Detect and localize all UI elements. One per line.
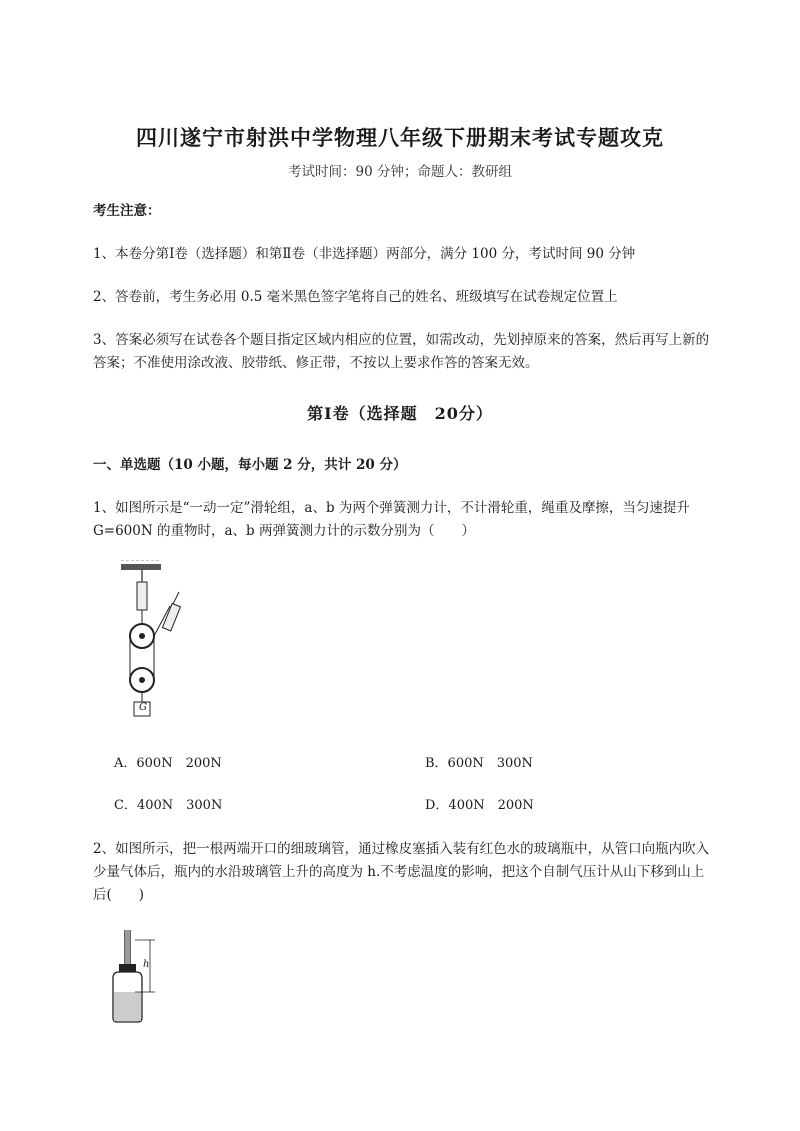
question-1-stem: 1、如图所示是“一动一定”滑轮组，a、b 为两个弹簧测力计，不计滑轮重，绳重及摩擦，当匀速提升 G=600N 的重物时，a、b 两弹簧测力计的示数分别为（ ） xyxy=(93,500,690,539)
q1-option-c[interactable]: C．400N 300N xyxy=(114,798,223,813)
figure-1-weight-label: G xyxy=(139,702,147,713)
notice-item-1: 1、本卷分第Ⅰ卷（选择题）和第Ⅱ卷（非选择题）两部分，满分 100 分，考试时间 90 分钟 xyxy=(93,246,636,262)
part-heading: 一、单选题（10 小题，每小题 2 分，共计 20 分） xyxy=(93,457,407,473)
q1-option-a[interactable]: A．600N 200N xyxy=(114,756,222,771)
notice-item-2: 2、答卷前，考生务必用 0.5 毫米黑色签字笔将自己的姓名、班级填写在试卷规定位置上 xyxy=(93,289,618,305)
exam-info: 考试时间：90 分钟；命题人：教研组 xyxy=(288,164,512,180)
q1-option-d[interactable]: D．400N 200N xyxy=(425,798,534,813)
notice-heading: 考生注意： xyxy=(93,203,161,219)
figure-2-height-label: h xyxy=(143,959,150,970)
q1-option-b[interactable]: B．600N 300N xyxy=(425,756,533,771)
barometer-figure xyxy=(105,930,165,1025)
page-title: 四川遂宁市射洪中学物理八年级下册期末考试专题攻克 xyxy=(136,125,664,150)
question-2-stem: 2、如图所示，把一根两端开口的细玻璃管，通过橡皮塞插入装有红色水的玻璃瓶中，从管口向瓶内吹入少量气体后，瓶内的水沿玻璃管上升的高度为 h.不考虑温度的影响，把这个自制气压计从山下移到山上后( ) xyxy=(93,841,710,903)
pulley-figure xyxy=(115,560,195,720)
section-title: 第Ⅰ卷（选择题 20分） xyxy=(307,404,493,423)
notice-item-3: 3、答案必须写在试卷各个题目指定区域内相应的位置，如需改动，先划掉原来的答案，然后再写上新的答案；不准使用涂改液、胶带纸、修正带，不按以上要求作答的答案无效。 xyxy=(93,332,710,371)
